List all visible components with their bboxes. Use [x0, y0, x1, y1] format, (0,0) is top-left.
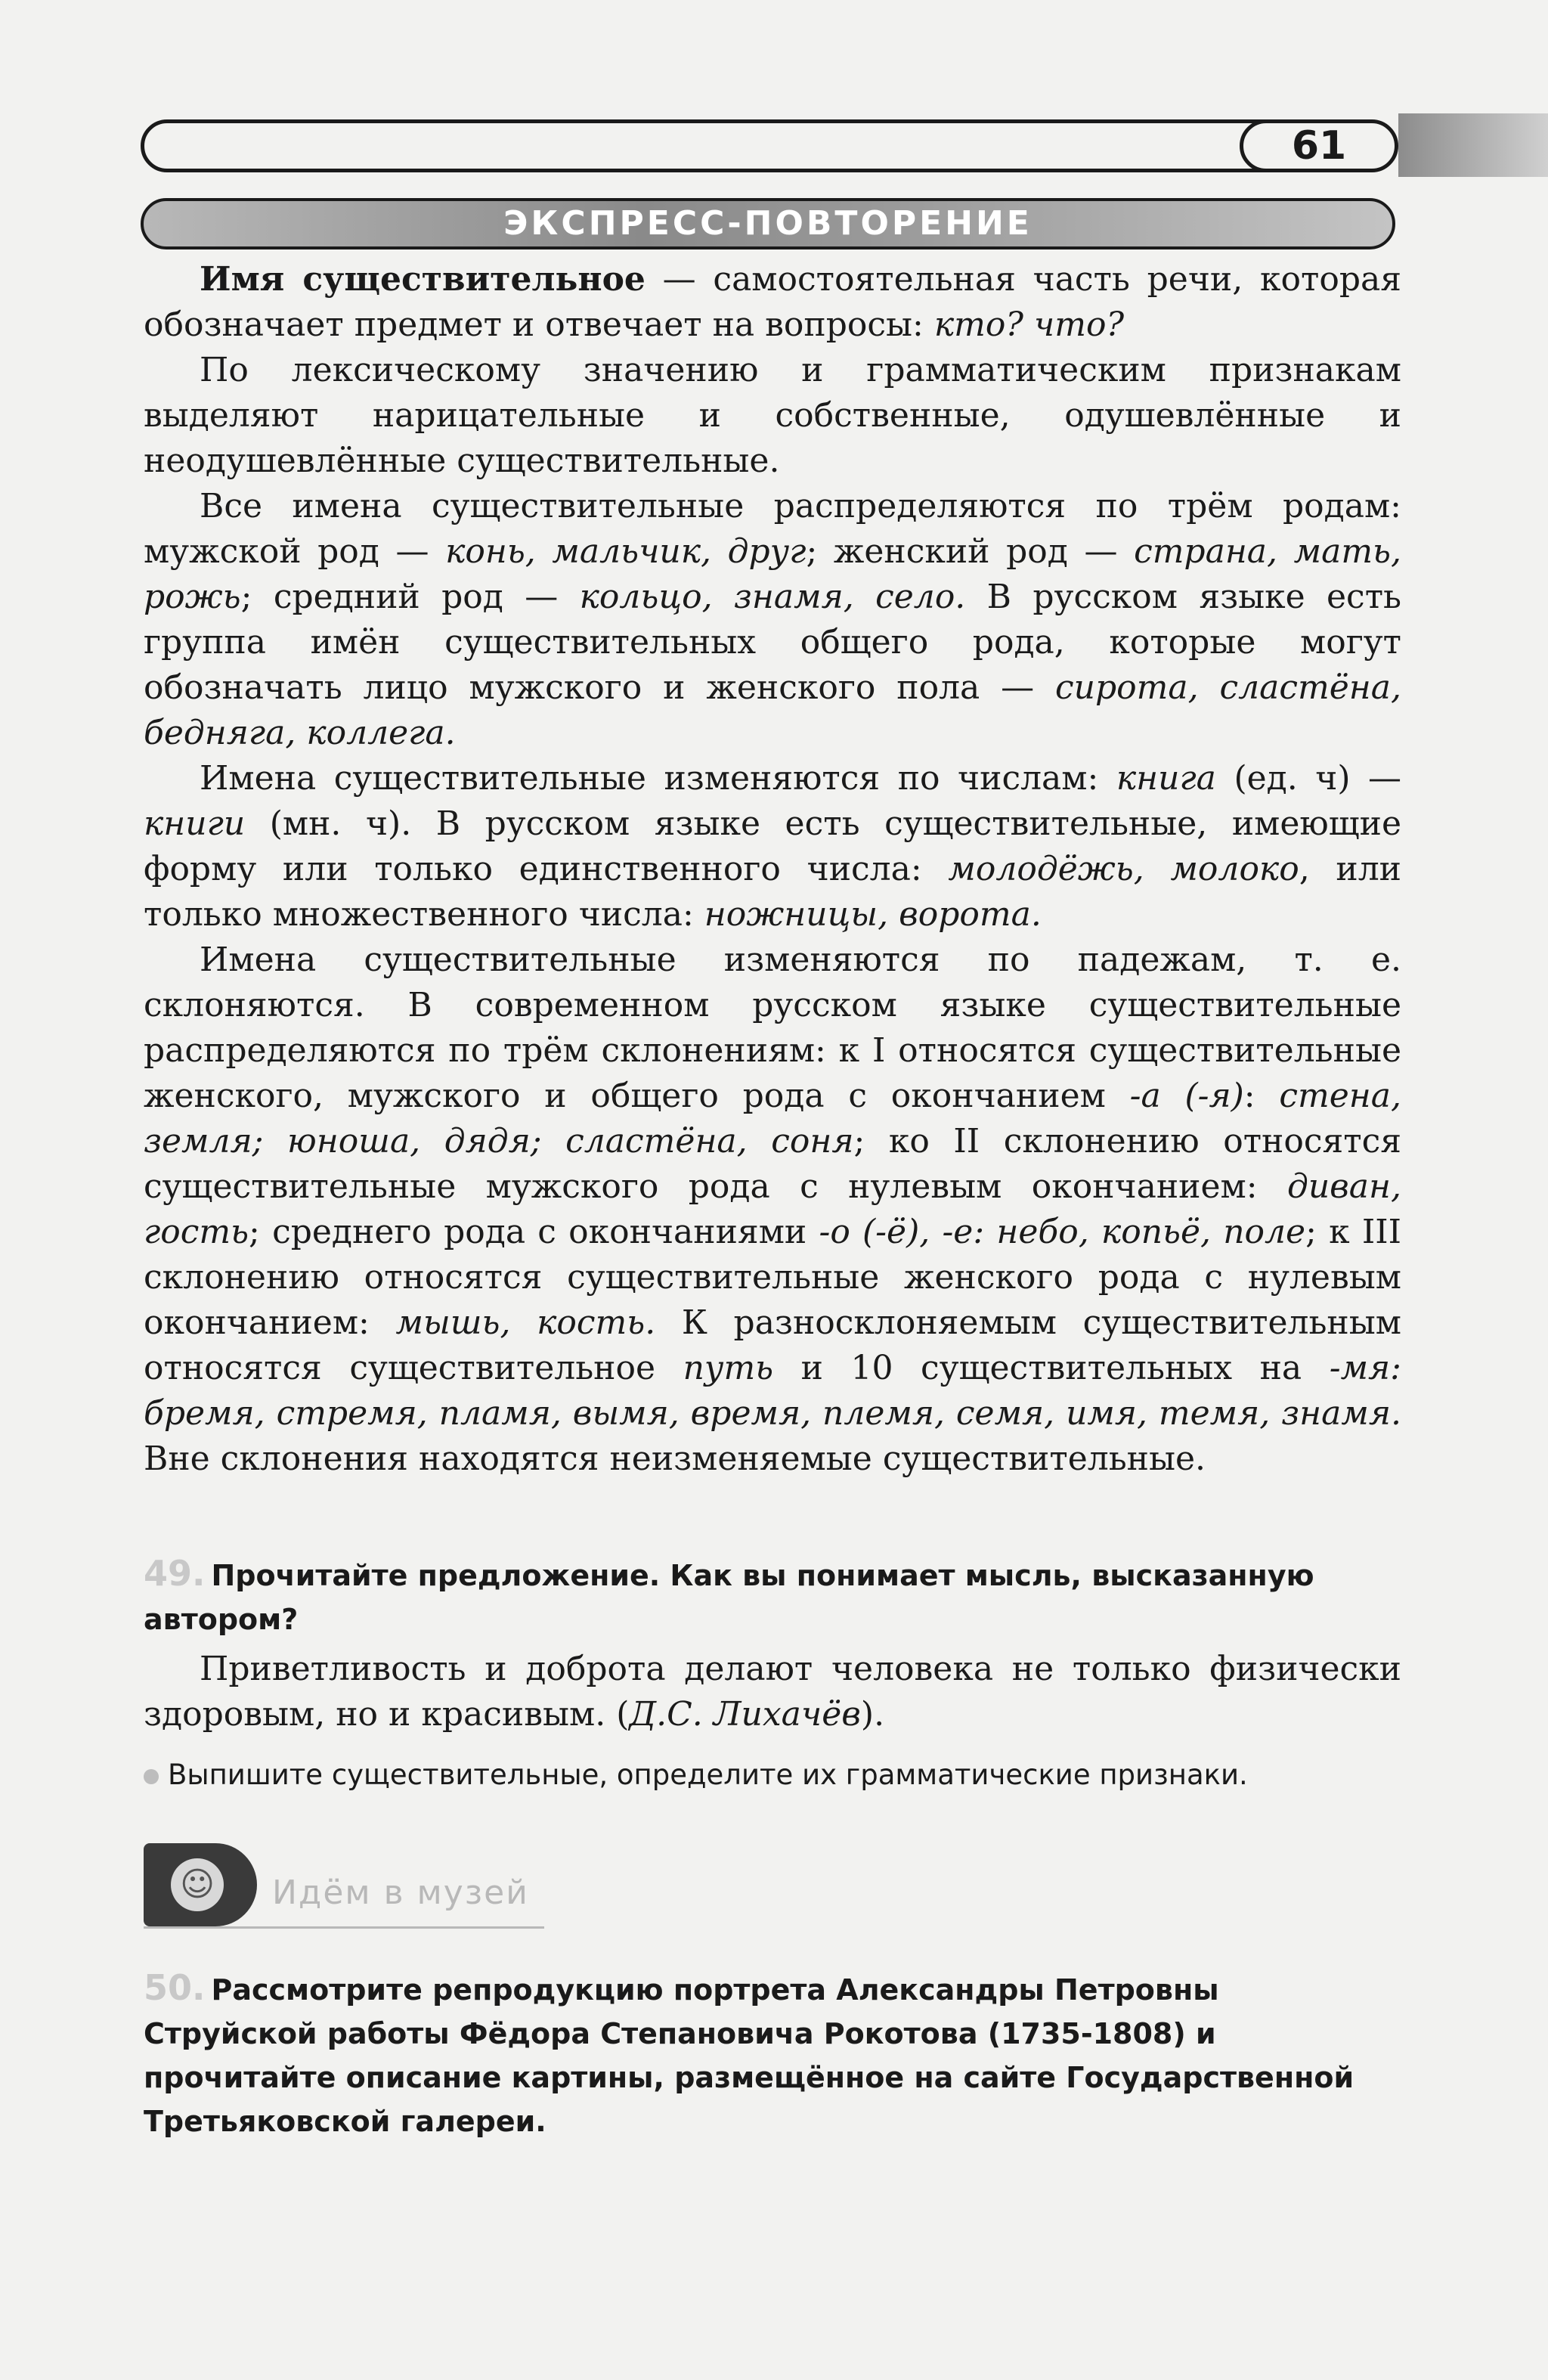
example: книга	[1116, 759, 1216, 798]
text: , или только множественного числа:	[144, 850, 1401, 934]
bullet-icon	[144, 1769, 159, 1784]
paragraph	[144, 756, 1401, 937]
paragraph	[144, 257, 1401, 348]
text: (мн. ч). В русском языке есть существительные, имеющие форму или только единственного числа:	[144, 804, 1401, 888]
paragraph	[144, 937, 1401, 1482]
text: и 10 существительных на	[773, 1349, 1330, 1387]
paragraph	[144, 484, 1401, 756]
text: — самостоятельная часть речи, которая обозначает предмет и отвечает на вопросы:	[144, 260, 1401, 344]
example: молодёжь, молоко	[948, 850, 1299, 888]
example: книги	[144, 804, 246, 843]
quote-author: Д.С. Лихачёв	[629, 1695, 861, 1734]
text: Имена существительные изменяются по числам:	[200, 759, 1116, 798]
page-number: 61	[1240, 119, 1398, 172]
example: путь	[683, 1349, 774, 1387]
quote	[144, 1647, 1401, 1737]
header-rule	[141, 119, 1395, 172]
text: Имена существительные изменяются по падежам, т. е. склоняются. В современном русском языке существительные распределяются по трём склонениям: к I относятся существительные женского, мужского и общего рода с окончанием	[144, 941, 1401, 1115]
example: -а (-я)	[1129, 1077, 1244, 1115]
text: Вне склонения находятся неизменяемые существительные.	[144, 1439, 1206, 1478]
term: Имя существительное	[200, 260, 646, 299]
section-title: ЭКСПРЕСС-ПОВТОРЕНИЕ	[503, 204, 1033, 243]
example: стена, земля; юноша, дядя; сластёна, соня	[144, 1077, 1401, 1161]
example: мышь, кость.	[395, 1303, 656, 1342]
text: ; женский род —	[806, 532, 1135, 571]
example: -мя: бремя, стремя, пламя, вымя, время, племя, семя, имя, темя, знамя.	[144, 1349, 1402, 1433]
subtask-text: Выпишите существительные, определите их грамматические признаки.	[168, 1759, 1248, 1791]
text: ; среднего рода с окончаниями	[249, 1213, 819, 1251]
task-number: 50.	[144, 1967, 206, 2008]
example: страна, мать, рожь	[144, 532, 1402, 616]
text: :	[1243, 1077, 1280, 1115]
task-50	[144, 1966, 1401, 2143]
main-text	[144, 257, 1401, 1482]
example: -о (-ё), -е: небо, копьё, поле	[819, 1213, 1306, 1251]
example: ножницы, ворота.	[704, 895, 1042, 934]
text: ; средний род —	[240, 578, 580, 616]
text: ; к III склонению относятся существительные женского рода с нулевым окончанием:	[144, 1213, 1401, 1342]
task-number: 49.	[144, 1553, 206, 1594]
example: кто? что?	[933, 305, 1125, 344]
museum-underline	[144, 1926, 544, 1929]
text: ; ко II склонению относятся существительные мужского рода с нулевым окончанием:	[144, 1122, 1401, 1206]
museum-icon	[144, 1843, 257, 1926]
task-text: Прочитайте предложение. Как вы понимает мысль, высказанную автором?	[144, 1559, 1314, 1636]
example: диван, гость	[144, 1167, 1401, 1251]
quote-end: ).	[860, 1695, 885, 1734]
example: кольцо, знамя, село.	[579, 578, 966, 616]
section-banner	[141, 198, 1395, 249]
example: сирота, сластёна, бедняга, коллега.	[144, 668, 1401, 752]
header-shade	[1398, 113, 1548, 177]
text: (ед. ч) —	[1215, 759, 1402, 798]
subtask	[144, 1754, 1401, 1796]
text: Все имена существительные распределяются по трём родам: мужской род —	[144, 487, 1401, 571]
museum-label: Идём в музей	[272, 1873, 529, 1912]
text: К разносклоняемым существительным относятся существительное	[144, 1303, 1402, 1387]
portrait-icon: ☺	[171, 1858, 224, 1911]
paragraph: По лексическому значению и грамматическим признакам выделяют нарицательные и собственные, одушевлённые и неодушевлённые существительные.	[144, 351, 1401, 480]
text: В русском языке есть группа имён существительных общего рода, которые могут обозначать лицо мужского и женского пола —	[144, 578, 1401, 707]
task-text: Рассмотрите репродукцию портрета Александры Петровны Струйской работы Фёдора Степановича Рокотова (1735-1808) и прочитайте описание картины, размещённое на сайте Государственной Третьяковской галереи.	[144, 1973, 1354, 2138]
example: конь, мальчик, друг	[445, 532, 807, 571]
task-49	[144, 1551, 1401, 1641]
quote-text: Приветливость и доброта делают человека не только физически здоровым, но и красивым. (	[144, 1650, 1401, 1734]
